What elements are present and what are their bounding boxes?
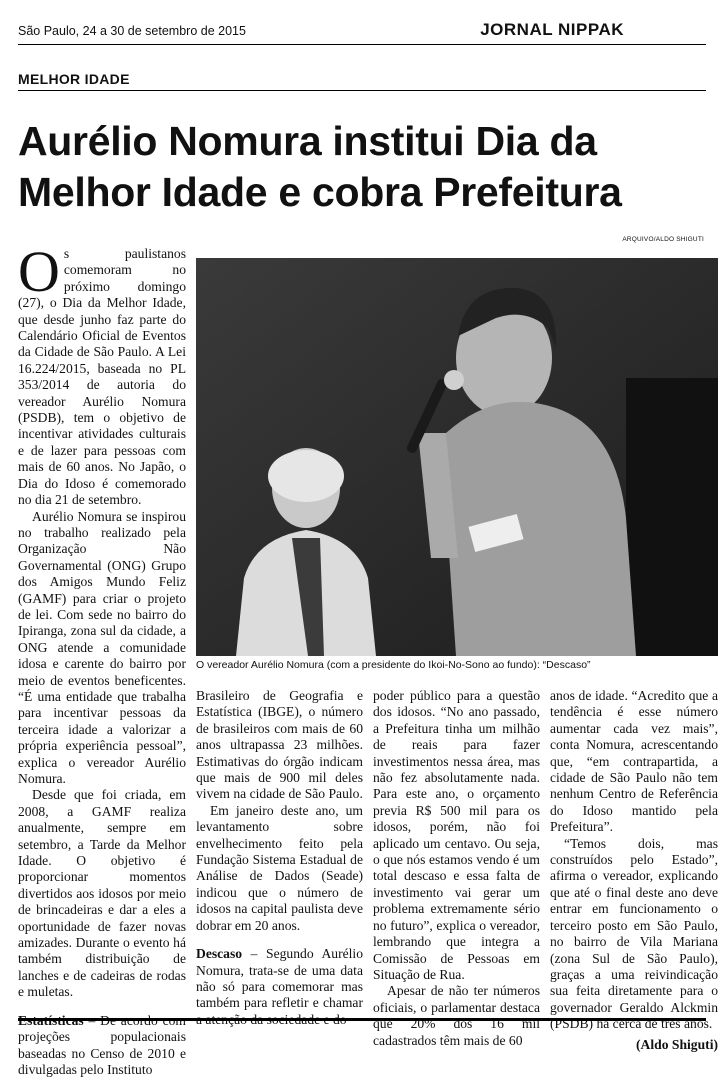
subheading-estatisticas: Estatísticas	[18, 1012, 84, 1028]
paragraph: Aurélio Nomura se inspirou no trabalho realizado pela Organização Não Governamental (ONG) Grupo dos Amigos Mundo Feliz (GAMF) para criar o projeto de lei. Com sede no bairro do Ipiranga, zona sul da cidade, a ONG atende a comunidade idosa e carente do bairro por meio de eventos beneficentes. “É uma entidade que trabalha para incentivar pessoas da terceira idade a valorizar a própria experiência pessoal”, explica o vereador Aurélio Nomura.	[18, 508, 186, 786]
dateline: São Paulo, 24 a 30 de setembro de 2015	[18, 24, 246, 38]
paragraph: Brasileiro de Geografia e Estatística (IBGE), o número de brasileiros com mais de 60 anos ultrapassa 23 milhões. Estimativas do órgão indicam que mais de 900 mil deles vivem na cidade de São Paulo.	[196, 688, 363, 802]
article-photo	[196, 258, 718, 656]
article-column-3	[373, 688, 540, 1049]
section-label: MELHOR IDADE	[18, 71, 130, 87]
paragraph: anos de idade. “Acredito que a tendência é esse número aumentar cada vez mais”, conta Nomura, acrescentando que, “em contrapartida, a cidade de São Paulo não tem nenhum Centro de Referência do Idoso mantido pela Prefeitura”.	[550, 688, 718, 835]
newspaper-name: JORNAL NIPPAK	[480, 20, 624, 39]
paragraph: – De acordo com projeções populacionais baseadas no Censo de 2010 e divulgadas pelo Instituto	[18, 1012, 186, 1077]
section-rule	[18, 90, 706, 91]
header-rule	[18, 44, 706, 45]
paragraph: “Temos dois, mas construídos pelo Estado”, afirma o vereador, explicando que até o final deste ano deve entrar em funcionamento o terceiro posto em São Paulo, no bairro de Vila Mariana (zona Sul de São Paulo), graças a uma reivindicação sua feita diretamente para o governador Geraldo Alckmin (PSDB) há cerca de três anos.	[550, 835, 718, 1032]
headline: Aurélio Nomura institui Dia da Melhor Idade e cobra Prefeitura	[18, 118, 622, 215]
paragraph: s paulistanos comemoram no próximo domingo (27), o Dia da Melhor Idade, que desde junho faz parte do Calendário Oficial de Eventos da Cidade de São Paulo. A Lei 16.224/2015, baseada no PL 353/2014 de autoria do vereador Aurélio Nomura (PSDB), tem o objetivo de incentivar atividades culturais e de lazer para pessoas com mais de 60 anos. No Japão, o Dia do Idoso é comemorado no dia 21 de setembro.	[18, 246, 186, 508]
paragraph: Em janeiro deste ano, um levantamento sobre envelhecimento feito pela Fundação Sistema Estadual de Análise de Dados (Seade) indicou que o número de idosos na capital paulista deve dobrar em 20 anos.	[196, 802, 363, 933]
footer-rule	[18, 1018, 706, 1021]
drop-cap: O	[18, 239, 60, 304]
article-column-2	[196, 688, 363, 1028]
paragraph: Apesar de não ter números oficiais, o parlamentar destaca que 20% dos 16 mil cadastrados têm mais de 60	[373, 983, 540, 1048]
paragraph: poder público para a questão dos idosos. “No ano passado, a Prefeitura tinha um milhão de reais para fazer investimentos nessa área, mas não fez absolutamente nada. Para este ano, o orçamento previa R$ 500 mil para os idosos, porém, não foi aplicado um centavo. Ou seja, o que nós estamos vendo é um total descaso e essa falta de investimento vai gerar um problema extremamente sério no futuro”, explica o vereador, lembrando que integra a Comissão de Pessoas em Situação de Rua.	[373, 688, 540, 982]
article-column-1	[18, 239, 186, 1078]
byline: (Aldo Shiguti)	[636, 1036, 718, 1052]
photo-credit: ARQUIVO/ALDO SHIGUTI	[622, 236, 704, 243]
photo-illustration	[196, 258, 718, 656]
paragraph: – Segundo Aurélio Nomura, trata-se de uma data não só para comemorar mas também para refletir e chamar a atenção da sociedade e do	[196, 946, 363, 1027]
photo-caption: O vereador Aurélio Nomura (com a presidente do Ikoi-No-Sono ao fundo): “Descaso”	[196, 659, 591, 671]
subheading-descaso: Descaso	[196, 946, 243, 962]
article-column-4	[550, 688, 718, 1053]
paragraph: Desde que foi criada, em 2008, a GAMF realiza anualmente, sempre em setembro, a Tarde da Melhor Idade. O objetivo é proporcionar momentos divertidos aos idosos por meio de brincadeiras e dar a eles a oportunidade de fazer novas amizades. Durante o evento há também distribuição de lanches e de cadeiras de rodas e muletas.	[18, 787, 186, 1000]
